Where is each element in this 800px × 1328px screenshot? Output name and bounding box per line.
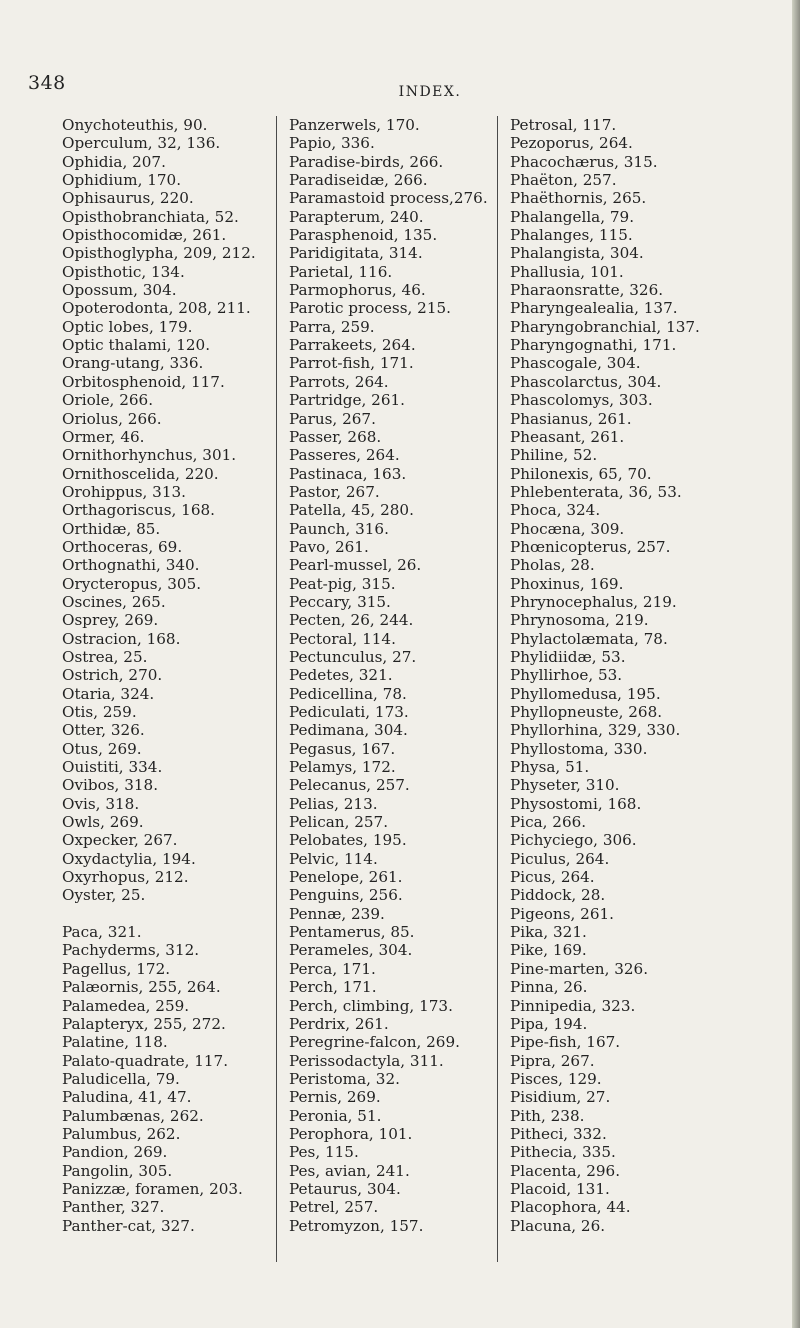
index-entry: Parietal, 116. <box>289 262 393 281</box>
index-entry: Orohippus, 313. <box>62 482 186 501</box>
index-entry: Physa, 51. <box>510 758 590 777</box>
index-entry: Penguins, 256. <box>289 886 403 905</box>
index-entry: Opossum, 304. <box>62 281 177 300</box>
index-entry: Orycteropus, 305. <box>62 574 202 593</box>
index-entry: Placophora, 44. <box>510 1198 631 1217</box>
index-entry: Pectunculus, 27. <box>289 647 417 666</box>
index-entry: Pegasus, 167. <box>289 739 396 758</box>
index-entry: Owls, 269. <box>62 813 144 832</box>
index-entry: Pika, 321. <box>510 923 587 942</box>
index-entry: Orang-utang, 336. <box>62 354 204 373</box>
index-entry: Piddock, 28. <box>510 886 606 905</box>
index-entry: Pezoporus, 264. <box>510 134 633 153</box>
index-entry: Pernis, 269. <box>289 1088 381 1107</box>
index-entry: Optic lobes, 179. <box>62 317 193 336</box>
index-entry: Palato-quadrate, 117. <box>62 1051 229 1070</box>
index-entry: Palapteryx, 255, 272. <box>62 1014 226 1033</box>
page-number: 348 <box>28 72 66 94</box>
index-entry: Phascogale, 304. <box>510 354 641 373</box>
index-entry: Physostomi, 168. <box>510 794 642 813</box>
index-entry: Pine-marten, 326. <box>510 959 649 978</box>
index-entry: Ophidium, 170. <box>62 171 182 190</box>
index-entry: Phyllopneuste, 268. <box>510 703 663 721</box>
index-entry: Paradiseidæ, 266. <box>289 171 428 190</box>
index-entry: Pedicellina, 78. <box>289 684 407 703</box>
index-entry: Pes, avian, 241. <box>289 1161 410 1180</box>
index-entry: Onychoteuthis, 90. <box>62 116 208 134</box>
index-entry: Physeter, 310. <box>510 776 620 795</box>
index-entry: Peristoma, 32. <box>289 1069 400 1088</box>
index-entry: Palæornis, 255, 264. <box>62 978 221 997</box>
index-entry: Phyllomedusa, 195. <box>510 684 661 703</box>
index-entry: Phaëton, 257. <box>510 171 617 190</box>
index-entry: Perca, 171. <box>289 959 376 978</box>
index-entry: Pangolin, 305. <box>62 1161 173 1180</box>
index-entry: Piculus, 264. <box>510 849 610 868</box>
index-entry: Pastor, 267. <box>289 482 380 501</box>
index-entry: Pharaonsratte, 326. <box>510 281 664 300</box>
index-entry: Parus, 267. <box>289 409 376 428</box>
index-entry: Operculum, 32, 136. <box>62 134 221 153</box>
index-entry: Orthidæ, 85. <box>62 519 161 538</box>
index-entry: Phallusia, 101. <box>510 262 624 281</box>
index-entry: Passeres, 264. <box>289 446 400 465</box>
index-entry: Phascolarctus, 304. <box>510 372 662 391</box>
index-entry: Opisthobranchiata, 52. <box>62 207 239 226</box>
index-entry: Palamedea, 259. <box>62 996 190 1015</box>
index-entry: Pipra, 267. <box>510 1051 595 1070</box>
index-entry: Panther, 327. <box>62 1198 165 1217</box>
index-entry: Phalangista, 304. <box>510 244 644 263</box>
index-entry: Phocæna, 309. <box>510 519 625 538</box>
index-entry: Pediculati, 173. <box>289 703 409 721</box>
index-entry: Petrel, 257. <box>289 1198 379 1217</box>
index-entry: Pentamerus, 85. <box>289 923 415 942</box>
index-entry: Paca, 321. <box>62 923 142 942</box>
index-entry: Palumbænas, 262. <box>62 1106 204 1125</box>
index-entry: Pedimana, 304. <box>289 721 408 740</box>
index-entry: Pica, 266. <box>510 813 587 832</box>
running-head: INDEX. <box>398 84 462 100</box>
index-entry: Orthoceras, 69. <box>62 537 183 556</box>
section-gap <box>62 905 272 923</box>
index-entry: Paridigitata, 314. <box>289 244 423 263</box>
index-entry: Oyster, 25. <box>62 886 146 905</box>
index-entry: Peat-pig, 315. <box>289 574 396 593</box>
index-entry: Paludicella, 79. <box>62 1069 180 1088</box>
index-entry: Pinna, 26. <box>510 978 588 997</box>
index-entry: Oriolus, 266. <box>62 409 162 428</box>
index-entry: Parmophorus, 46. <box>289 281 426 300</box>
index-entry: Pavo, 261. <box>289 537 369 556</box>
index-entry: Placuna, 26. <box>510 1216 606 1235</box>
index-entry: Pharyngognathi, 171. <box>510 336 677 355</box>
index-entry: Orthagoriscus, 168. <box>62 501 215 520</box>
index-entry: Panizzæ, foramen, 203. <box>62 1179 243 1198</box>
index-entry: Pes, 115. <box>289 1143 359 1162</box>
index-entry: Partridge, 261. <box>289 391 405 410</box>
index-entry: Opisthocomidæ, 261. <box>62 226 227 245</box>
index-entry: Philine, 52. <box>510 446 598 465</box>
index-entry: Pipa, 194. <box>510 1014 588 1033</box>
index-entry: Phacochærus, 315. <box>510 152 658 171</box>
index-entry: Pelias, 213. <box>289 794 378 813</box>
index-entry: Ophisaurus, 220. <box>62 189 194 208</box>
index-entry: Pagellus, 172. <box>62 959 171 978</box>
index-entry: Phyllostoma, 330. <box>510 739 648 758</box>
index-entry: Palumbus, 262. <box>62 1124 181 1143</box>
index-entry: Ovibos, 318. <box>62 776 159 795</box>
index-entry: Panzerwels, 170. <box>289 116 420 134</box>
index-entry: Parotic process, 215. <box>289 299 451 318</box>
index-entry: Pelobates, 195. <box>289 831 407 850</box>
index-entry: Optic thalami, 120. <box>62 336 211 355</box>
index-entry: Peccary, 315. <box>289 592 391 611</box>
index-entry: Pandion, 269. <box>62 1143 168 1162</box>
index-entry: Parapterum, 240. <box>289 207 424 226</box>
index-entry: Otis, 259. <box>62 703 137 721</box>
index-entry: Pitheci, 332. <box>510 1124 607 1143</box>
index-entry: Phalangella, 79. <box>510 207 635 226</box>
index-entry: Pholas, 28. <box>510 556 595 575</box>
index-entry: Ophidia, 207. <box>62 152 166 171</box>
index-entry: Phrynosoma, 219. <box>510 611 649 630</box>
index-entry: Opoterodonta, 208, 211. <box>62 299 251 318</box>
index-column-3 <box>497 116 710 1262</box>
index-entry: Petrosal, 117. <box>510 116 617 134</box>
index-entry: Peronia, 51. <box>289 1106 382 1125</box>
index-entry: Ornithorhynchus, 301. <box>62 446 237 465</box>
index-entry: Pipe-fish, 167. <box>510 1033 621 1052</box>
index-entry: Phyllorhina, 329, 330. <box>510 721 681 740</box>
index-entry: Perameles, 304. <box>289 941 413 960</box>
index-entry: Pectoral, 114. <box>289 629 396 648</box>
index-entry: Osprey, 269. <box>62 611 159 630</box>
index-entry: Panther-cat, 327. <box>62 1216 195 1235</box>
index-entry: Pinnipedia, 323. <box>510 996 636 1015</box>
index-entry: Opisthotic, 134. <box>62 262 185 281</box>
index-entry: Petaurus, 304. <box>289 1179 401 1198</box>
index-entry: Pheasant, 261. <box>510 427 625 446</box>
index-entry: Perch, 171. <box>289 978 377 997</box>
index-entry: Peregrine-falcon, 269. <box>289 1033 460 1052</box>
index-entry: Placoid, 131. <box>510 1179 610 1198</box>
index-entry: Ouistiti, 334. <box>62 758 163 777</box>
index-entry: Phœnicopterus, 257. <box>510 537 671 556</box>
index-entry: Passer, 268. <box>289 427 382 446</box>
index-entry: Paramastoid process,276. <box>289 189 488 208</box>
index-entry: Phasianus, 261. <box>510 409 632 428</box>
index-entry: Pedetes, 321. <box>289 666 393 685</box>
index-entry: Phoxinus, 169. <box>510 574 624 593</box>
index-entry: Patella, 45, 280. <box>289 501 414 520</box>
index-entry: Opisthoglypha, 209, 212. <box>62 244 256 263</box>
index-entry: Phrynocephalus, 219. <box>510 592 677 611</box>
index-entry: Pichyciego, 306. <box>510 831 637 850</box>
index-entry: Oxpecker, 267. <box>62 831 178 850</box>
index-entry: Phylactolæmata, 78. <box>510 629 668 648</box>
index-entry: Oxyrhopus, 212. <box>62 868 189 887</box>
index-entry: Penelope, 261. <box>289 868 403 887</box>
index-entry: Perch, climbing, 173. <box>289 996 453 1015</box>
index-entry: Ostrich, 270. <box>62 666 163 685</box>
index-column-1 <box>62 116 272 1235</box>
index-entry: Pelican, 257. <box>289 813 389 832</box>
index-entry: Otter, 326. <box>62 721 145 740</box>
index-entry: Pelamys, 172. <box>289 758 396 777</box>
index-entry: Pigeons, 261. <box>510 904 614 923</box>
index-entry: Paradise-birds, 266. <box>289 152 444 171</box>
index-entry: Parasphenoid, 135. <box>289 226 438 245</box>
index-entry: Orthognathi, 340. <box>62 556 200 575</box>
index-entry: Phlebenterata, 36, 53. <box>510 482 682 501</box>
index-entry: Pithecia, 335. <box>510 1143 616 1162</box>
index-entry: Otus, 269. <box>62 739 142 758</box>
index-entry: Pecten, 26, 244. <box>289 611 414 630</box>
index-entry: Perdrix, 261. <box>289 1014 389 1033</box>
index-entry: Phylidiidæ, 53. <box>510 647 626 666</box>
index-entry: Palatine, 118. <box>62 1033 168 1052</box>
index-entry: Pike, 169. <box>510 941 587 960</box>
index-entry: Phascolomys, 303. <box>510 391 653 410</box>
page-edge <box>792 0 800 1328</box>
index-entry: Parrots, 264. <box>289 372 389 391</box>
index-entry: Phaëthornis, 265. <box>510 189 647 208</box>
index-entry: Parrot-fish, 171. <box>289 354 414 373</box>
index-entry: Oxydactylia, 194. <box>62 849 196 868</box>
index-entry: Phoca, 324. <box>510 501 601 520</box>
index-entry: Petromyzon, 157. <box>289 1216 424 1235</box>
index-entry: Papio, 336. <box>289 134 375 153</box>
index-entry: Perissodactyla, 311. <box>289 1051 444 1070</box>
index-entry: Picus, 264. <box>510 868 595 887</box>
index-entry: Ormer, 46. <box>62 427 145 446</box>
index-entry: Otaria, 324. <box>62 684 155 703</box>
index-entry: Pharyngealealia, 137. <box>510 299 678 318</box>
index-entry: Oriole, 266. <box>62 391 154 410</box>
index-entry: Pelvic, 114. <box>289 849 378 868</box>
index-entry: Pisidium, 27. <box>510 1088 611 1107</box>
index-entry: Ostrea, 25. <box>62 647 148 666</box>
index-entry: Pelecanus, 257. <box>289 776 410 795</box>
index-column-2 <box>276 116 489 1262</box>
index-entry: Pharyngobranchial, 137. <box>510 317 700 336</box>
index-entry: Parra, 259. <box>289 317 375 336</box>
index-entry: Pastinaca, 163. <box>289 464 407 483</box>
index-entry: Ostracion, 168. <box>62 629 181 648</box>
index-entry: Phalanges, 115. <box>510 226 633 245</box>
index-entry: Ornithoscelida, 220. <box>62 464 219 483</box>
index-entry: Pisces, 129. <box>510 1069 602 1088</box>
index-entry: Paunch, 316. <box>289 519 389 538</box>
index-entry: Orbitosphenoid, 117. <box>62 372 225 391</box>
index-entry: Oscines, 265. <box>62 592 166 611</box>
index-entry: Pearl-mussel, 26. <box>289 556 422 575</box>
index-entry: Pachyderms, 312. <box>62 941 200 960</box>
index-entry: Parrakeets, 264. <box>289 336 416 355</box>
index-entry: Pennæ, 239. <box>289 904 385 923</box>
index-entry: Placenta, 296. <box>510 1161 621 1180</box>
index-entry: Ovis, 318. <box>62 794 140 813</box>
index-entry: Philonexis, 65, 70. <box>510 464 652 483</box>
index-entry: Perophora, 101. <box>289 1124 413 1143</box>
index-entry: Paludina, 41, 47. <box>62 1088 192 1107</box>
index-entry: Pith, 238. <box>510 1106 585 1125</box>
index-entry: Phyllirhoe, 53. <box>510 666 623 685</box>
